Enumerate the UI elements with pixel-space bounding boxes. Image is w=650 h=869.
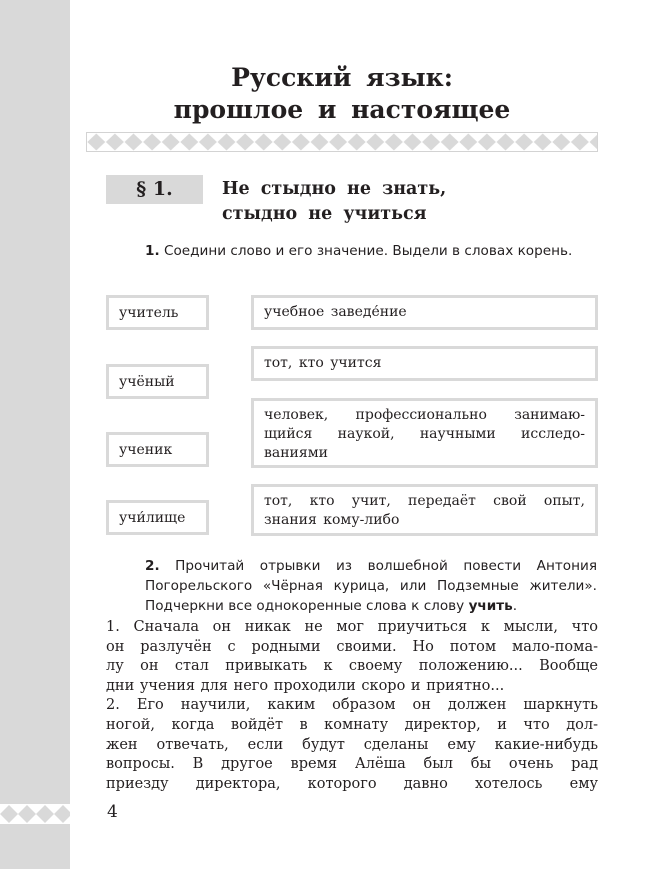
word-box-uchitel[interactable] (106, 295, 209, 330)
task-1-instructions (145, 241, 597, 261)
task-1-text: Соедини слово и его значение. Выдели в словах корень. (159, 243, 573, 259)
task-2-end: . (512, 598, 518, 614)
reading-line: 1. Сначала он никак не мог приучиться к мысли, что (106, 619, 598, 635)
meaning-line: человек, профессионально занимаю- (264, 407, 585, 423)
section-badge: § 1. (106, 175, 203, 204)
chapter-title-line-1: Русский язык: (231, 63, 453, 92)
word-label: учитель (119, 305, 179, 321)
task-1-number: 1. (145, 243, 160, 259)
section-title (222, 177, 446, 227)
section-title-line-1: Не стыдно не знать, (222, 179, 447, 199)
section-title-line-2: стыдно не учиться (222, 204, 427, 224)
task-2-bold-word: учить (468, 598, 513, 614)
meaning-box-2[interactable] (251, 346, 598, 381)
meaning-line: знания кому-либо (264, 512, 400, 528)
meaning-box-1[interactable] (251, 295, 598, 330)
task-2-instructions (145, 556, 597, 616)
reading-line: лу он стал привыкать к своему положению... Вообще (106, 658, 598, 675)
meaning-line: тот, кто учится (264, 355, 382, 371)
word-label: учёный (119, 374, 175, 390)
reading-line: приезду директора, которого давно хотелось ему (106, 775, 598, 792)
word-label: ученик (119, 442, 173, 458)
task-2-text: Прочитай отрывки из волшебной повести Антония Погорельского «Чёрная курица, или Подземные жители». Подчеркни все однокоренные слова к слову (145, 558, 597, 614)
word-box-uchenik[interactable] (106, 432, 209, 467)
reading-line: вопросы. В другое время Алёша был бы очень рад (106, 756, 598, 773)
reading-line: жен отвечать, если будут сделаны ему какие-нибудь (106, 736, 598, 753)
task-2-number: 2. (145, 558, 160, 574)
diamond-pattern-icon (87, 133, 598, 151)
word-box-uchilishche[interactable] (106, 500, 209, 535)
diamond-ornament-icon (0, 804, 70, 824)
page-number: 4 (107, 802, 118, 822)
word-box-uchyonyi[interactable] (106, 364, 209, 399)
reading-line: 2. Его научили, каким образом он должен шаркнуть (106, 697, 598, 714)
reading-line: он разлучён с родными своими. Но потом мало-пома- (106, 638, 598, 655)
reading-line: ногой, когда войдёт в комнату директор, и что дол- (106, 716, 598, 733)
reading-excerpt (106, 618, 598, 794)
meaning-line: учебное заведе́ние (264, 304, 407, 320)
meaning-line: ваниями (264, 445, 328, 461)
meaning-line: щийся наукой, научными исследо- (264, 426, 585, 442)
diamond-ornament-band (86, 132, 598, 152)
chapter-title (86, 62, 598, 126)
meaning-box-4[interactable] (251, 484, 598, 536)
meaning-box-3[interactable] (251, 398, 598, 468)
sidebar-diamond-strip (0, 804, 70, 824)
meaning-line: тот, кто учит, передаёт свой опыт, (264, 493, 585, 509)
page-margin-sidebar (0, 0, 70, 869)
word-label: учи́лище (119, 510, 186, 526)
chapter-title-line-2: прошлое и настоящее (173, 95, 511, 124)
reading-line: дни учения для него проходили скоро и приятно... (106, 677, 505, 694)
